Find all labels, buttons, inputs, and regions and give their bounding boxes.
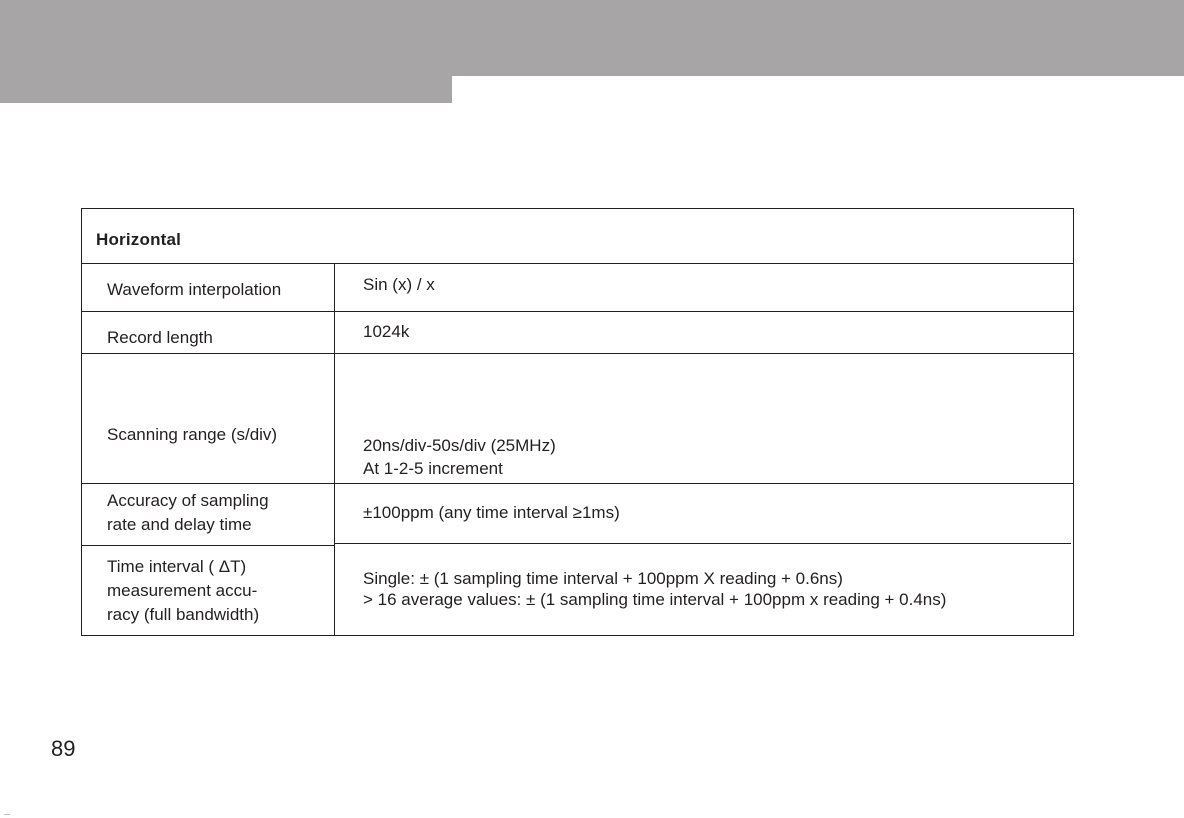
spec-label: Record length — [107, 328, 213, 347]
spec-value: > 16 average values: ± (1 sampling time interval + 100ppm x reading + 0.4ns) — [363, 590, 947, 609]
spec-label: racy (full bandwidth) — [107, 605, 260, 624]
row-divider — [82, 545, 334, 546]
spec-table-horizontal — [81, 208, 1074, 636]
spec-label: measurement accu- — [107, 581, 258, 600]
spec-label: Accuracy of sampling — [107, 491, 269, 510]
spec-value: Sin (x) / x — [363, 275, 435, 294]
section-title: Horizontal — [96, 230, 182, 249]
header-tab — [0, 76, 452, 103]
row-divider — [82, 483, 1073, 484]
footer-mark: --- — [4, 812, 10, 818]
page-number: 89 — [51, 736, 76, 761]
row-divider — [334, 543, 1071, 544]
spec-value: Single: ± (1 sampling time interval + 100ppm X reading + 0.6ns) — [363, 569, 843, 588]
header-bar — [0, 0, 1184, 76]
spec-label: Scanning range (s/div) — [107, 425, 278, 444]
row-divider — [82, 353, 1073, 354]
row-divider — [82, 263, 1073, 264]
spec-value: ±100ppm (any time interval ≥1ms) — [363, 503, 620, 522]
spec-label: Waveform interpolation — [107, 280, 282, 299]
spec-value: 1024k — [363, 322, 410, 341]
spec-value: At 1-2-5 increment — [363, 459, 503, 478]
column-divider — [334, 263, 335, 635]
spec-label: Time interval ( ΔT) — [107, 557, 247, 576]
row-divider — [82, 311, 1073, 312]
spec-value: 20ns/div-50s/div (25MHz) — [363, 436, 556, 455]
spec-label: rate and delay time — [107, 515, 252, 534]
